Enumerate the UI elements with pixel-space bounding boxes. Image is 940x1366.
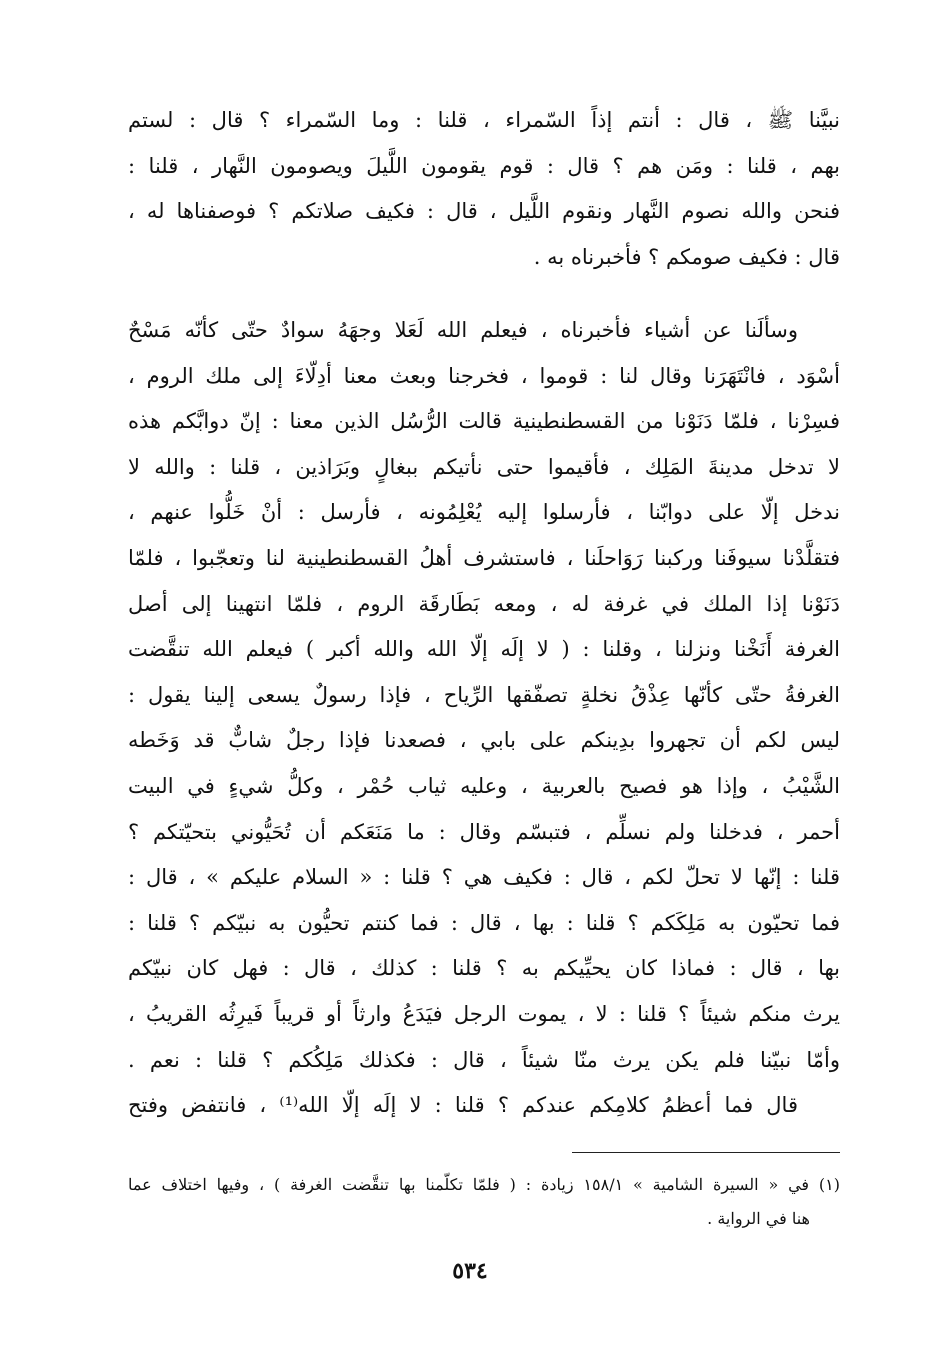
text-line: يرث منكم شيئاً ؟ قلنا : لا ، يموت الرجل فيَدَعُ وارثاً أو قريباً فَيرِثُه القريبُ ، [128, 1001, 840, 1026]
text-line: نبيَّنا ﷺ ، قال : أنتم إذاً السّمراء ، قلنا : وما السّمراء ؟ قال : لستم [128, 108, 840, 132]
text-line: بها ، قال : فماذا كان يحيِّيكم به ؟ قلنا : كذلك ، قال : فهل كان نبيّكم [128, 956, 840, 981]
paragraph-1 [128, 98, 840, 280]
page-number: ٥٣٤ [452, 1258, 488, 1284]
footnote-line: هنا في الرواية . [707, 1209, 810, 1228]
text-line: فنحن والله نصوم النَّهار ونقوم اللَّيل ، قال : فكيف صلاتكم ؟ فوصفناها له ، [128, 199, 840, 224]
text-line: بهم ، قلنا : ومَن هم ؟ قال : قوم يقومون اللَّيلَ ويصومون النَّهار ، قلنا : [128, 153, 840, 178]
text-line: فتقلَّدْنا سيوفَنا وركبنا رَوَاحلَنا ، فاستشرف أهلُ القسطنطينية لنا وتعجّبوا ، فلمّا [128, 545, 840, 570]
text-line: فما تحيّون به مَلِكَكم ؟ قلنا : بها ، قال : فما كنتم تحيُّون به نبيّكم ؟ قلنا : [128, 910, 840, 935]
text-line: ندخل إلّا على دوابّنا ، فأرسلوا إليه يُعْلِمُونه ، فأرسل : أنْ خَلُّوا عنهم ، [128, 500, 840, 525]
text-line: فسِرْنا ، فلمّا دَنَوْنا من القسطنطينية قالت الرُّسُل الذين معنا : إنّ دوابَّكم هذه [128, 409, 840, 434]
paragraph-2 [128, 308, 840, 1129]
text-line: الشَّيْبُ ، وإذا هو فصيح بالعربية ، وعليه ثياب حُمْر ، وكلُّ شيءٍ في البيت [128, 773, 840, 798]
text-line: ليس لكم أن تجهروا بدِينكم على بابي ، فصعدنا فإذا رجلٌ شابٌّ قد وَخَطه [128, 728, 840, 753]
text-line: وأمّا نبيّنا فلم يكن يرث منّا شيئاً ، قال : فكذلك مَلِكُكم ؟ قلنا : نعم . [128, 1047, 840, 1072]
text-line: قال : فكيف صومكم ؟ فأخبرناه به . [533, 244, 840, 269]
text-line: أحمر ، فدخلنا ولم نسلِّم ، فتبسّم وقال : ما مَنَعَكم أن تُحَيُّوني بتحيّتكم ؟ [128, 819, 840, 844]
text-line: لا تدخل مدينةَ المَلِك ، فأقيموا حتى نأتيكم ببغالٍ وبَرَاذين ، قلنا : والله لا [128, 454, 840, 479]
text-line: أسْوَد ، فانْتَهَرَنا وقال لنا : قوموا ، فخرجنا وبعث معنا أدِلّاءَ إلى ملك الروم ، [128, 363, 840, 388]
footnote-line: (١) في « السيرة الشامية » ١٥٨/١ زيادة : ( فلمّا تكلّمنا بها تنقَّضت الغرفة ) ، وفيها اختلاف عما [128, 1175, 840, 1194]
footnotes [128, 1168, 840, 1236]
text-line: الغرفةُ حتّى كأنّها عِذْقُ نخلةٍ تصفّقها الرِّياح ، فإذا رسولٌ يسعى إلينا يقول : [128, 682, 840, 707]
text-line: دَنَوْنا إذا الملك في غرفة له ، ومعه بَطَارقَة الروم ، فلمّا انتهينا إلى أصل [128, 591, 840, 616]
text-line: وسألَنا عن أشياء فأخبرناه ، فيعلم الله لَعَلا وجهَهُ سوادٌ حتّى كأنّه مَسْحٌ [128, 318, 798, 342]
footnote-divider [572, 1152, 840, 1153]
text-line: الغرفة أَنَخْنا ونزلنا ، وقلنا : ( لا إلَه إلّا الله والله أكبر ) فيعلم الله تنقَّضت [128, 637, 840, 662]
text-line: قلنا : إنّها لا تحلّ لكم ، قال : فكيف هي ؟ قلنا : « السلام عليكم » ، قال : [128, 865, 840, 890]
text-line: قال فما أعظمُ كلامِكم عندكم ؟ قلنا : لا إلَه إلّا الله⁽¹⁾ ، فانتفض وفتح [128, 1093, 798, 1118]
